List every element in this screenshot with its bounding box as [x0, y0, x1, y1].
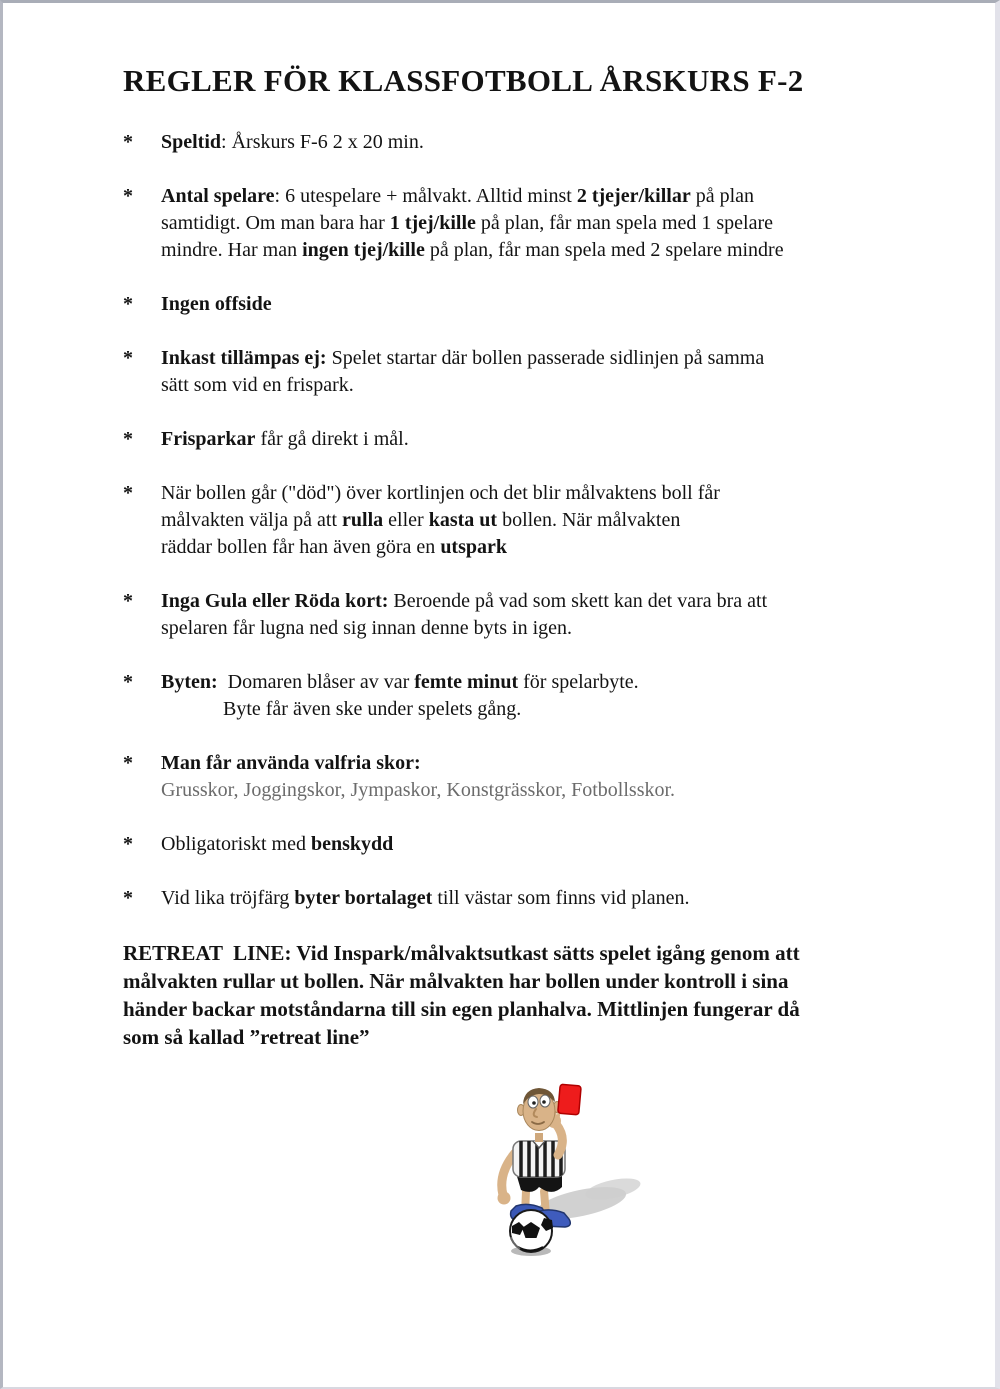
rule-text — [161, 750, 675, 804]
text-line: målvakten rullar ut bollen. När målvakten har bollen under kontroll i sina — [123, 969, 789, 993]
text-line — [161, 534, 720, 561]
text-segment: utspark — [440, 536, 508, 558]
text-line — [161, 669, 639, 696]
text-segment: ingen tjej/kille — [302, 239, 425, 261]
text-segment: Obligatoriskt med — [161, 833, 311, 855]
text-segment: : 6 utespelare + målvakt. Alltid minst — [274, 185, 577, 207]
text-segment: byter bortalaget — [294, 887, 433, 909]
text-segment: till västar som finns vid planen. — [432, 887, 690, 909]
text-segment: benskydd — [310, 833, 394, 855]
text-segment: Frisparkar — [161, 428, 256, 450]
bullet-marker: * — [123, 833, 133, 855]
text-segment: på plan — [690, 185, 755, 207]
rule-text — [161, 345, 764, 399]
rule-item-frisparkar — [123, 426, 955, 453]
text-line — [161, 237, 784, 264]
soccer-ball — [510, 1210, 553, 1252]
bullet-marker: * — [123, 671, 133, 693]
rule-item-inkast — [123, 345, 955, 399]
text-segment: Byte får även ske under spelets gång. — [223, 698, 522, 720]
text-segment: på plan, får man spela med 2 spelare mindre — [424, 239, 784, 261]
text-segment: Beroende på vad som skett kan det vara bra att — [388, 590, 768, 612]
text-segment: Inga Gula eller Röda kort: — [161, 590, 389, 612]
bullet-marker: * — [123, 185, 133, 207]
text-segment: Domaren blåser av var — [217, 671, 415, 693]
text-segment: 2 tjejer/killar — [576, 185, 691, 207]
text-line — [161, 426, 409, 453]
rule-text — [161, 129, 424, 156]
referee-figure — [498, 1084, 582, 1252]
rule-text — [161, 480, 720, 561]
text-line: RETREAT LINE: Vid Inspark/målvaktsutkast sätts spelet igång genom att — [123, 941, 800, 965]
rule-item-valfria-skor — [123, 750, 955, 804]
rule-text — [161, 669, 639, 723]
text-segment: får gå direkt i mål. — [255, 428, 409, 450]
text-line — [161, 291, 272, 318]
text-segment: Speltid — [161, 131, 222, 153]
text-segment: kasta ut — [428, 509, 498, 531]
rule-item-benskydd — [123, 831, 955, 858]
text-segment: sätt som vid en frispark. — [161, 374, 354, 396]
text-segment: målvakten välja på att — [161, 509, 343, 531]
text-segment: Antal spelare — [161, 185, 275, 207]
rule-item-ingen-offside — [123, 291, 955, 318]
text-line — [161, 777, 675, 804]
text-segment: mindre. Har man — [161, 239, 303, 261]
bullet-marker: * — [123, 293, 133, 315]
text-segment: Inkast tillämpas ej: — [161, 347, 327, 369]
text-line — [161, 345, 764, 372]
bullet-marker: * — [123, 590, 133, 612]
text-segment: samtidigt. Om man bara har — [161, 212, 390, 234]
text-line — [161, 696, 639, 723]
text-line — [161, 588, 767, 615]
rule-item-malvaktens-boll — [123, 480, 955, 561]
text-line — [161, 507, 720, 534]
text-segment: Vid lika tröjfärg — [161, 887, 295, 909]
text-segment: för spelarbyte. — [518, 671, 639, 693]
text-line — [161, 129, 424, 156]
text-line: händer backar motståndarna till sin egen planhalva. Mittlinjen fungerar då — [123, 997, 800, 1021]
text-segment: Byten: — [161, 671, 218, 693]
text-line: som så kallad ”retreat line” — [123, 1025, 370, 1049]
text-segment: femte minut — [414, 671, 519, 693]
text-segment: spelaren får lugna ned sig innan denne byts in igen. — [161, 617, 572, 639]
text-segment: Man får använda valfria skor: — [161, 752, 421, 774]
referee-red-card-illustration — [455, 1063, 655, 1263]
rule-text — [161, 291, 272, 318]
text-segment: Spelet startar där bollen passerade sidlinjen på samma — [326, 347, 765, 369]
text-line — [161, 480, 720, 507]
rule-item-byten — [123, 669, 955, 723]
text-line — [161, 615, 767, 642]
text-segment: eller — [383, 509, 429, 531]
text-segment: räddar bollen får han även göra en — [161, 536, 441, 558]
bullet-marker: * — [123, 347, 133, 369]
text-line — [161, 210, 784, 237]
rule-text — [161, 588, 767, 642]
page-title: REGLER FÖR KLASSFOTBOLL ÅRSKURS F-2 — [123, 63, 804, 98]
text-segment: : Årskurs F-6 2 x 20 min. — [221, 131, 424, 153]
text-line — [161, 885, 690, 912]
rule-text — [161, 885, 690, 912]
rule-item-antal-spelare — [123, 183, 955, 264]
rule-text — [161, 183, 784, 264]
text-line — [161, 750, 675, 777]
text-line — [161, 831, 393, 858]
bullet-marker: * — [123, 482, 133, 504]
text-segment: Grusskor, Joggingskor, Jympaskor, Konstgrässkor, Fotbollsskor. — [161, 779, 676, 801]
text-line — [161, 183, 784, 210]
text-segment: När bollen går ("död") över kortlinjen och det blir målvaktens boll får — [161, 482, 720, 504]
rule-item-inga-kort — [123, 588, 955, 642]
text-segment: bollen. När målvakten — [497, 509, 681, 531]
retreat-line-paragraph — [123, 939, 955, 1051]
bullet-marker: * — [123, 752, 133, 774]
rule-item-trojfarg — [123, 885, 955, 912]
bullet-marker: * — [123, 887, 133, 909]
rule-item-speltid — [123, 129, 955, 156]
red-card — [558, 1084, 581, 1115]
rule-text — [161, 831, 393, 858]
text-segment: 1 tjej/kille — [389, 212, 476, 234]
bullet-marker: * — [123, 428, 133, 450]
text-segment: Ingen offside — [161, 293, 272, 315]
text-line — [161, 372, 764, 399]
text-segment: på plan, får man spela med 1 spelare — [475, 212, 774, 234]
text-segment: rulla — [342, 509, 384, 531]
bullet-marker: * — [123, 131, 133, 153]
rule-text — [161, 426, 409, 453]
